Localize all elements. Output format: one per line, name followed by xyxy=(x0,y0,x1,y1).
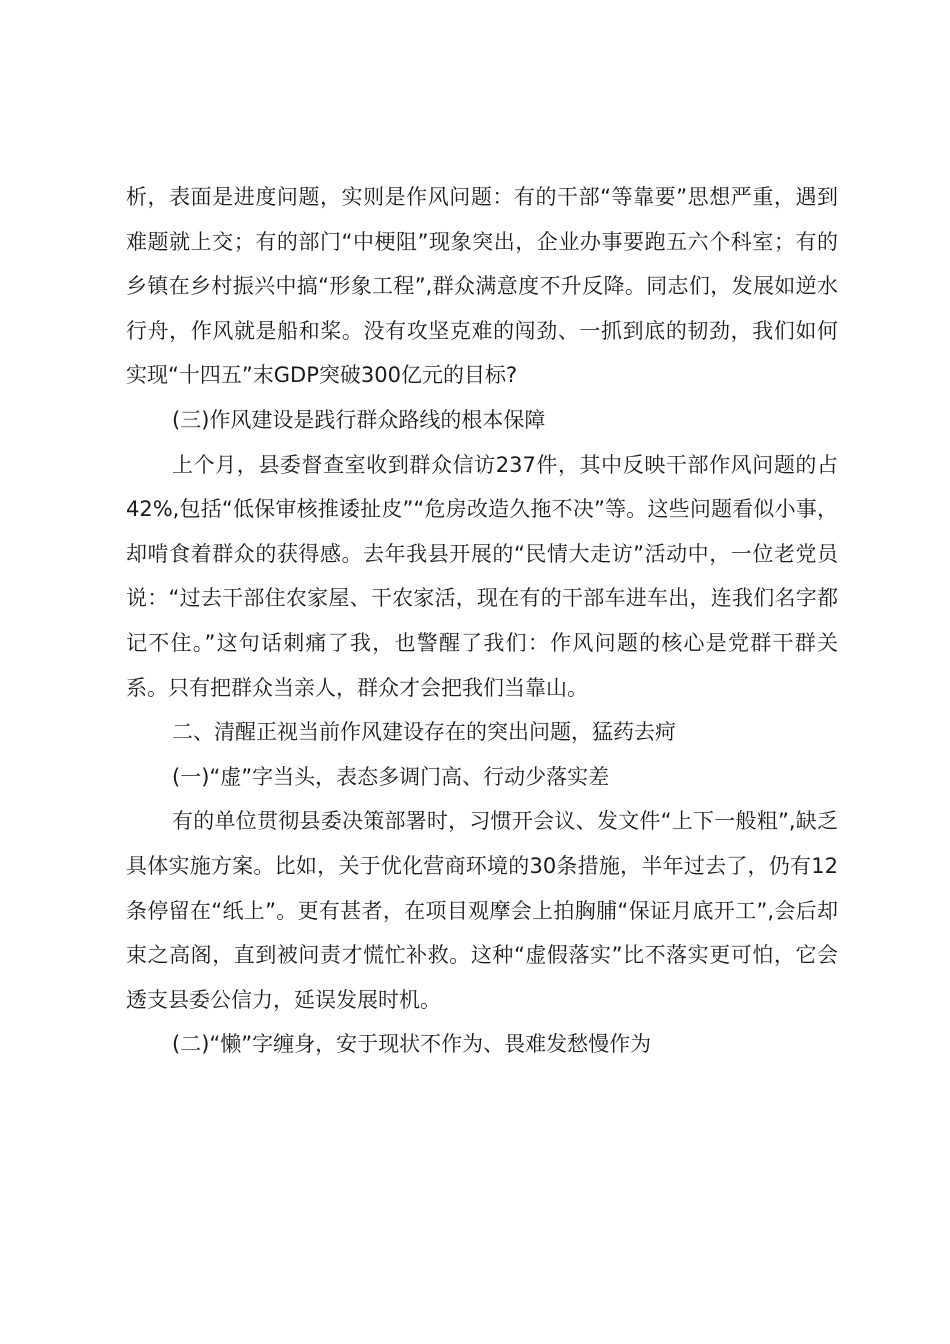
paragraph-continuation: 析，表面是进度问题，实则是作风问题：有的干部“等靠要”思想严重，遇到难题就上交；有的部门“中梗阻”现象突出，企业办事要跑五六个科室；有的乡镇在乡村振兴中搞“形象工程”,群众满意度不升反降。同志们，发展如逆水行舟，作风就是船和桨。没有攻坚克难的闯劲、一抓到底的韧劲，我们如何实现“十四五”末GDP突破300亿元的目标? xyxy=(126,185,838,388)
subheading-3: (三)作风建设是践行群众路线的根本保障 xyxy=(172,407,546,432)
section-heading-2: 二、清醒正视当前作风建设存在的突出问题，猛药去疴 xyxy=(172,720,676,745)
paragraph-petitions: 上个月，县委督查室收到群众信访237件，其中反映干部作风问题的占42%,包括“低保审核推诿扯皮”“危房改造久拖不决”等。这些问题看似小事，却啃食着群众的获得感。去年我县开展的“民情大走访”活动中，一位老党员说：“过去干部住农家屋、干农家活，现在有的干部车进车出，连我们名字都记不住。”这句话刺痛了我，也警醒了我们：作风问题的核心是党群干群关系。只有把群众当亲人，群众才会把我们当靠山。 xyxy=(126,452,838,700)
paragraph-implementation: 有的单位贯彻县委决策部署时，习惯开会议、发文件“上下一般粗”,缺乏具体实施方案。比如，关于优化营商环境的30条措施，半年过去了，仍有12条停留在“纸上”。更有甚者，在项目观摩会上拍胸脯“保证月底开工”,会后却束之高阁，直到被问责才慌忙补救。这种“虚假落实”比不落实更可怕，它会透支县委公信力，延误发展时机。 xyxy=(126,809,838,1012)
subheading-1: (一)“虚”字当头，表态多调门高、行动少落实差 xyxy=(172,764,610,789)
document-body xyxy=(126,175,838,1067)
subheading-2: (二)“懒”字缠身，安于现状不作为、畏难发愁慢作为 xyxy=(172,1032,652,1057)
